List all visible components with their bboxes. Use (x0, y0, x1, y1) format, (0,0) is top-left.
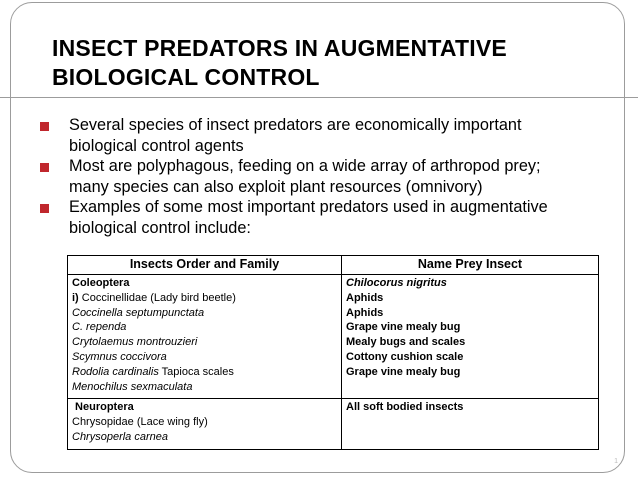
bullet-item (38, 197, 613, 238)
order-name: Coleoptera (72, 277, 130, 289)
family-name: Chrysopidae (Lace wing fly) (72, 416, 208, 429)
square-bullet-icon (40, 122, 49, 131)
prey-cell (342, 275, 599, 399)
bullet-text-line: Several species of insect predators are economically important (69, 116, 522, 134)
prey-name: Aphids (346, 291, 384, 304)
prey-name: Mealy bugs and scales (346, 336, 466, 349)
table-header-row (68, 256, 599, 275)
square-bullet-icon (40, 204, 49, 213)
slide-title (52, 34, 507, 92)
bullet-list (38, 115, 613, 238)
order-family-cell (68, 275, 342, 399)
column-header-prey-insect: Name Prey Insect (342, 256, 599, 275)
prey-name: Grape vine mealy bug (346, 365, 461, 378)
species-name (72, 365, 337, 380)
prey-name: All soft bodied insects (346, 401, 464, 414)
bullet-item (38, 156, 613, 197)
species-name: Scymnus coccivora (72, 350, 167, 363)
order-name: Neuroptera (72, 401, 134, 414)
bullet-item (38, 115, 613, 156)
title-line-2: BIOLOGICAL CONTROL (52, 64, 320, 90)
square-bullet-icon (40, 163, 49, 172)
bullet-text-line: many species can also exploit plant resources (omnivory) (69, 177, 483, 196)
species-label: Rodolia cardinalis (72, 365, 159, 378)
page-number: 1 (614, 458, 618, 465)
bullet-text-line: biological control include: (69, 218, 251, 237)
family-name (72, 291, 337, 306)
table-row (68, 399, 599, 449)
species-name: C. rependa (72, 321, 127, 334)
title-divider (0, 97, 638, 98)
prey-name: Aphids (346, 306, 384, 319)
species-name: Menochilus sexmaculata (72, 380, 193, 393)
column-header-order-family: Insects Order and Family (68, 256, 342, 275)
table-row (68, 275, 599, 399)
prey-name: Grape vine mealy bug (346, 321, 461, 334)
list-marker: i) (72, 291, 82, 304)
order-family-cell (68, 399, 342, 449)
species-name: Crytolaemus montrouzieri (72, 336, 198, 349)
species-note: Tapioca scales (158, 365, 234, 378)
bullet-text-line: Examples of some most important predators used in augmentative (69, 198, 548, 216)
prey-cell (342, 399, 599, 449)
species-name: Coccinella septumpunctata (72, 306, 205, 319)
prey-name: Cottony cushion scale (346, 350, 464, 363)
family-label: Coccinellidae (Lady bird beetle) (81, 291, 236, 304)
species-name: Chrysoperla carnea (72, 430, 168, 443)
bullet-text-line: biological control agents (69, 136, 244, 155)
title-line-1: INSECT PREDATORS IN AUGMENTATIVE (52, 35, 507, 61)
bullet-text-line: Most are polyphagous, feeding on a wide array of arthropod prey; (69, 157, 541, 175)
predator-prey-table (67, 255, 599, 450)
prey-name: Chilocorus nigritus (346, 277, 447, 289)
